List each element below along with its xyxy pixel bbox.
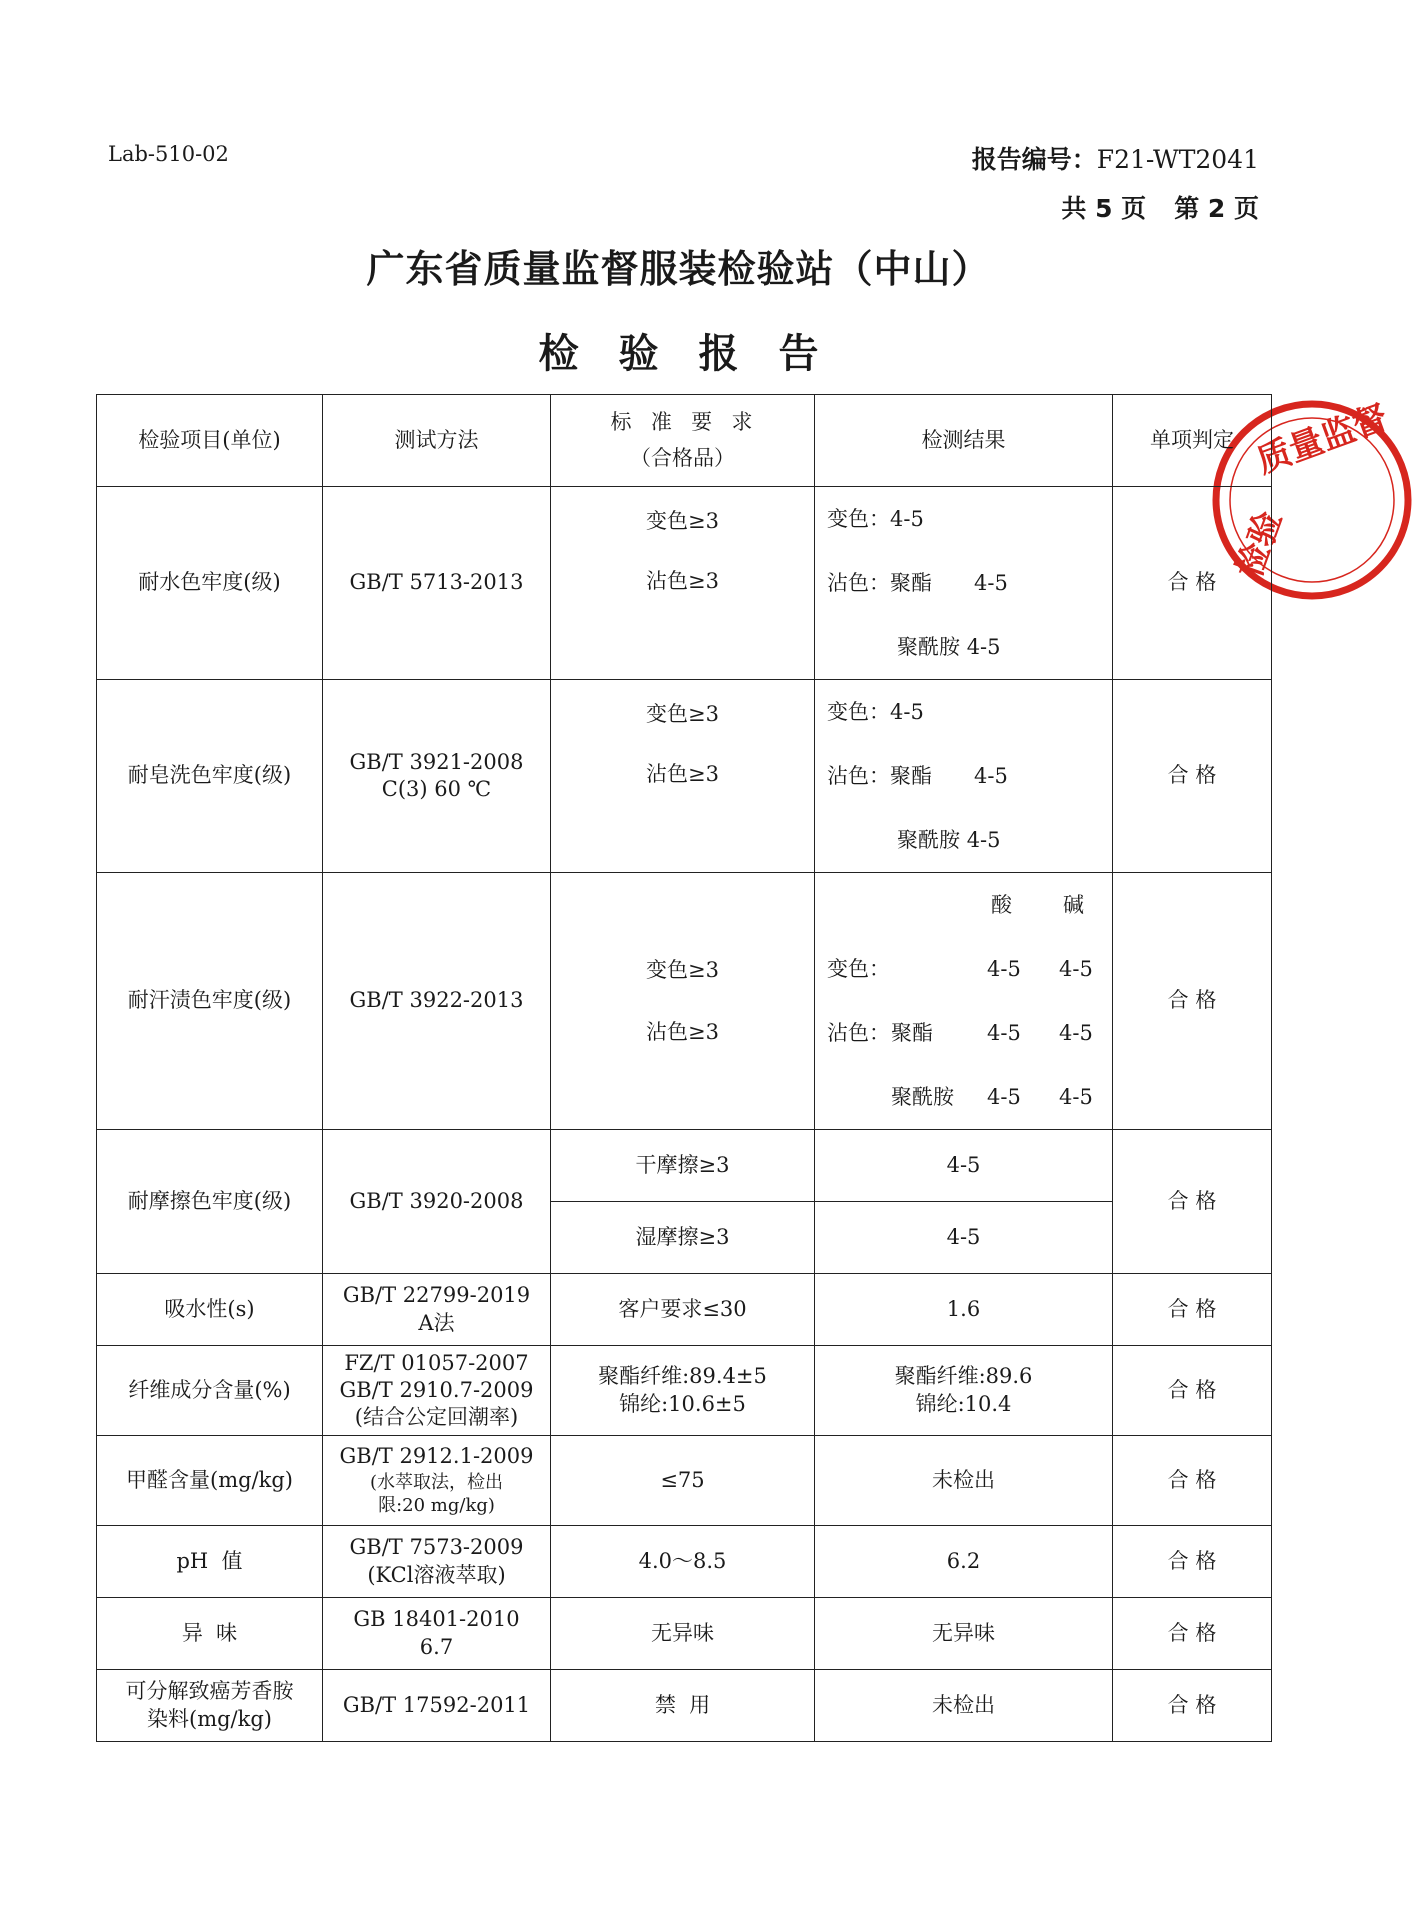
report-number-value: F21-WT2041 bbox=[1096, 145, 1259, 174]
item-cell: 可分解致癌芳香胺 染料(mg/kg) bbox=[97, 1670, 323, 1742]
item-cell: 耐摩擦色牢度(级) bbox=[97, 1130, 323, 1274]
report-number-label: 报告编号： bbox=[971, 145, 1097, 174]
judgement-cell: 合 格 bbox=[1113, 1526, 1272, 1598]
header-standard: 标 准 要 求 （合格品） bbox=[551, 395, 815, 487]
result-cell: 4-5 bbox=[815, 1202, 1113, 1274]
table-row bbox=[97, 1346, 1272, 1436]
method-cell: GB/T 3922-2013 bbox=[323, 873, 551, 1130]
item-cell: 甲醛含量(mg/kg) bbox=[97, 1436, 323, 1526]
stamp-partial-text: 质量监督 bbox=[1251, 397, 1394, 482]
result-cell: 变色：4-5 沾色：聚酯 4-5 聚酰胺 4-5 bbox=[815, 487, 1113, 680]
judgement-cell: 合 格 bbox=[1113, 873, 1272, 1130]
lab-code: Lab-510-02 bbox=[108, 142, 229, 166]
header-judgement: 单项判定 bbox=[1113, 395, 1272, 487]
judgement-cell: 合 格 bbox=[1113, 1436, 1272, 1526]
result-cell: 未检出 bbox=[815, 1436, 1113, 1526]
standard-cell: 无异味 bbox=[551, 1598, 815, 1670]
judgement-cell: 合 格 bbox=[1113, 1598, 1272, 1670]
method-cell: FZ/T 01057-2007 GB/T 2910.7-2009 (结合公定回潮率) bbox=[323, 1346, 551, 1436]
table-row bbox=[97, 1130, 1272, 1202]
table-header-row bbox=[97, 395, 1272, 487]
table-row bbox=[97, 487, 1272, 680]
standard-cell: 变色≥3 沾色≥3 bbox=[551, 680, 815, 873]
judgement-cell: 合 格 bbox=[1113, 1274, 1272, 1346]
table-row bbox=[97, 680, 1272, 873]
page-indicator bbox=[1055, 189, 1259, 225]
result-cell: 6.2 bbox=[815, 1526, 1113, 1598]
item-cell: 纤维成分含量(%) bbox=[97, 1346, 323, 1436]
method-cell: GB 18401-2010 6.7 bbox=[323, 1598, 551, 1670]
inspection-table bbox=[96, 394, 1272, 1742]
standard-cell: 湿摩擦≥3 bbox=[551, 1202, 815, 1274]
page-current: 第 2 页 bbox=[1174, 194, 1259, 223]
item-cell: 耐皂洗色牢度(级) bbox=[97, 680, 323, 873]
table-row bbox=[97, 1436, 1272, 1526]
result-cell: 聚酯纤维:89.6 锦纶:10.4 bbox=[815, 1346, 1113, 1436]
result-cell: 4-5 bbox=[815, 1130, 1113, 1202]
standard-cell: 客户要求≤30 bbox=[551, 1274, 815, 1346]
method-cell: GB/T 17592-2011 bbox=[323, 1670, 551, 1742]
standard-cell: 变色≥3 沾色≥3 bbox=[551, 873, 815, 1130]
standard-cell: 禁 用 bbox=[551, 1670, 815, 1742]
judgement-cell: 合 格 bbox=[1113, 680, 1272, 873]
method-cell: GB/T 3921-2008 C(3) 60 ℃ bbox=[323, 680, 551, 873]
table-row bbox=[97, 1598, 1272, 1670]
report-number bbox=[972, 140, 1259, 176]
table-row bbox=[97, 873, 1272, 1130]
judgement-cell: 合 格 bbox=[1113, 1130, 1272, 1274]
result-cell: 酸 碱 变色： 4-5 4-5 沾色：聚酯 4-5 4-5 聚酰胺 4-5 4-5 bbox=[815, 873, 1113, 1130]
standard-cell: ≤75 bbox=[551, 1436, 815, 1526]
pages-total: 共 5 页 bbox=[1061, 194, 1147, 223]
stamp-text: 检验 bbox=[1229, 505, 1291, 584]
judgement-cell: 合 格 bbox=[1113, 1346, 1272, 1436]
item-cell: 吸水性(s) bbox=[97, 1274, 323, 1346]
item-cell: pH 值 bbox=[97, 1526, 323, 1598]
table-row bbox=[97, 1670, 1272, 1742]
table-row bbox=[97, 1526, 1272, 1598]
method-cell: GB/T 2912.1-2009 (水萃取法，检出 限:20 mg/kg) bbox=[323, 1436, 551, 1526]
result-cell: 1.6 bbox=[815, 1274, 1113, 1346]
header-method: 测试方法 bbox=[323, 395, 551, 487]
item-cell: 异 味 bbox=[97, 1598, 323, 1670]
standard-cell: 聚酯纤维:89.4±5 锦纶:10.6±5 bbox=[551, 1346, 815, 1436]
result-cell: 未检出 bbox=[815, 1670, 1113, 1742]
item-cell: 耐水色牢度(级) bbox=[97, 487, 323, 680]
method-cell: GB/T 7573-2009 (KCl溶液萃取) bbox=[323, 1526, 551, 1598]
standard-cell: 变色≥3 沾色≥3 bbox=[551, 487, 815, 680]
organization-title: 广东省质量监督服装检验站（中山） bbox=[366, 247, 991, 291]
item-cell: 耐汗渍色牢度(级) bbox=[97, 873, 323, 1130]
judgement-cell: 合 格 bbox=[1113, 487, 1272, 680]
header-result: 检测结果 bbox=[815, 395, 1113, 487]
method-cell: GB/T 5713-2013 bbox=[323, 487, 551, 680]
method-cell: GB/T 3920-2008 bbox=[323, 1130, 551, 1274]
table-row bbox=[97, 1274, 1272, 1346]
method-cell: GB/T 22799-2019 A法 bbox=[323, 1274, 551, 1346]
result-cell: 无异味 bbox=[815, 1598, 1113, 1670]
header-item: 检验项目(单位) bbox=[97, 395, 323, 487]
standard-cell: 干摩擦≥3 bbox=[551, 1130, 815, 1202]
report-title: 检验报告 bbox=[538, 331, 859, 377]
judgement-cell: 合 格 bbox=[1113, 1670, 1272, 1742]
result-cell: 变色：4-5 沾色：聚酯 4-5 聚酰胺 4-5 bbox=[815, 680, 1113, 873]
standard-cell: 4.0～8.5 bbox=[551, 1526, 815, 1598]
